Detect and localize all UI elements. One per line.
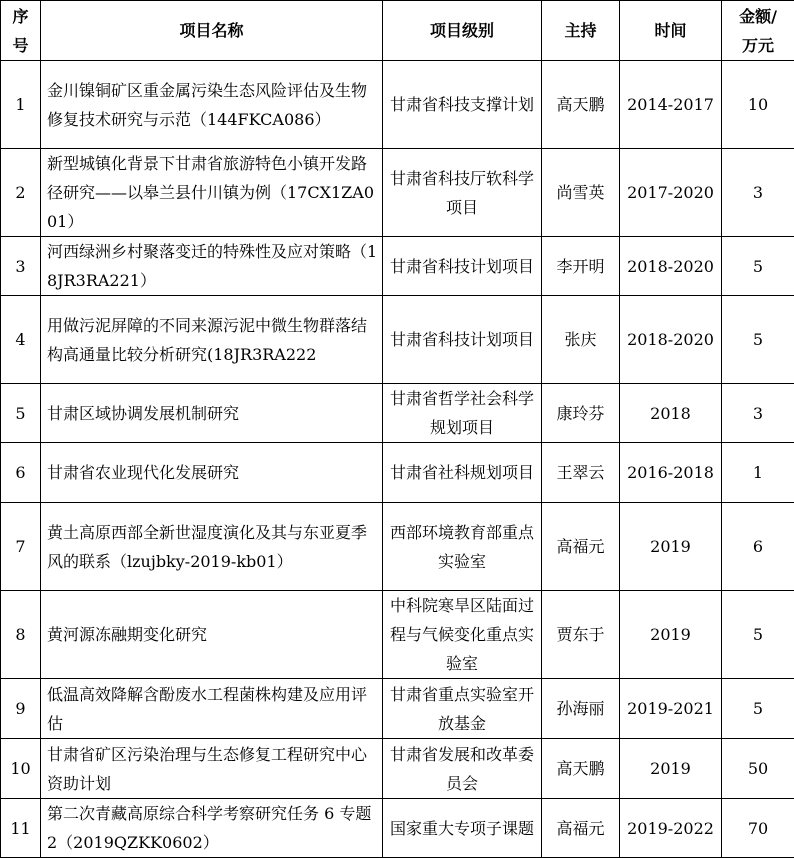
cell-host: 康玲芬 bbox=[542, 384, 620, 443]
cell-level: 甘肃省科技厅软科学项目 bbox=[383, 149, 542, 237]
cell-host: 张庆 bbox=[542, 296, 620, 384]
cell-name: 低温高效降解含酚废水工程菌株构建及应用评估 bbox=[41, 679, 383, 739]
cell-name: 黄河源冻融期变化研究 bbox=[41, 591, 383, 679]
cell-host: 李开明 bbox=[542, 237, 620, 296]
table-row bbox=[1, 237, 794, 296]
cell-index: 11 bbox=[1, 799, 41, 858]
cell-amount: 5 bbox=[722, 679, 794, 739]
cell-name: 用做污泥屏障的不同来源污泥中微生物群落结构高通量比较分析研究(18JR3RA222 bbox=[41, 296, 383, 384]
cell-index: 10 bbox=[1, 739, 41, 799]
table-row bbox=[1, 591, 794, 679]
cell-amount: 3 bbox=[722, 384, 794, 443]
cell-time: 2018 bbox=[620, 384, 722, 443]
cell-time: 2019 bbox=[620, 739, 722, 799]
cell-name: 第二次青藏高原综合科学考察研究任务 6 专题 2（2019QZKK0602） bbox=[41, 799, 383, 858]
table-row bbox=[1, 384, 794, 443]
cell-level: 中科院寒旱区陆面过程与气候变化重点实验室 bbox=[383, 591, 542, 679]
cell-index: 2 bbox=[1, 149, 41, 237]
cell-name: 甘肃省农业现代化发展研究 bbox=[41, 443, 383, 503]
cell-host: 高福元 bbox=[542, 799, 620, 858]
cell-time: 2014-2017 bbox=[620, 61, 722, 149]
cell-level: 甘肃省科技计划项目 bbox=[383, 237, 542, 296]
cell-host: 贾东于 bbox=[542, 591, 620, 679]
cell-amount: 70 bbox=[722, 799, 794, 858]
cell-level: 甘肃省发展和改革委员会 bbox=[383, 739, 542, 799]
cell-index: 7 bbox=[1, 503, 41, 591]
cell-host: 王翠云 bbox=[542, 443, 620, 503]
header-level: 项目级别 bbox=[383, 1, 542, 61]
header-time: 时间 bbox=[620, 1, 722, 61]
cell-index: 4 bbox=[1, 296, 41, 384]
cell-index: 9 bbox=[1, 679, 41, 739]
cell-level: 国家重大专项子课题 bbox=[383, 799, 542, 858]
cell-amount: 3 bbox=[722, 149, 794, 237]
cell-amount: 5 bbox=[722, 237, 794, 296]
cell-name: 甘肃省矿区污染治理与生态修复工程研究中心资助计划 bbox=[41, 739, 383, 799]
cell-name: 甘肃区域协调发展机制研究 bbox=[41, 384, 383, 443]
header-row bbox=[1, 1, 794, 61]
cell-level: 甘肃省科技计划项目 bbox=[383, 296, 542, 384]
cell-level: 甘肃省科技支撑计划 bbox=[383, 61, 542, 149]
cell-name: 金川镍铜矿区重金属污染生态风险评估及生物修复技术研究与示范（144FKCA086） bbox=[41, 61, 383, 149]
cell-time: 2018-2020 bbox=[620, 296, 722, 384]
cell-host: 高天鹏 bbox=[542, 739, 620, 799]
cell-host: 高天鹏 bbox=[542, 61, 620, 149]
cell-level: 甘肃省哲学社会科学规划项目 bbox=[383, 384, 542, 443]
cell-index: 1 bbox=[1, 61, 41, 149]
header-amount: 金额/ 万元 bbox=[722, 1, 794, 61]
cell-time: 2019 bbox=[620, 591, 722, 679]
cell-index: 3 bbox=[1, 237, 41, 296]
cell-level: 甘肃省重点实验室开放基金 bbox=[383, 679, 542, 739]
cell-time: 2019-2021 bbox=[620, 679, 722, 739]
header-index: 序 号 bbox=[1, 1, 41, 61]
cell-host: 孙海丽 bbox=[542, 679, 620, 739]
cell-host: 高福元 bbox=[542, 503, 620, 591]
cell-name: 黄土高原西部全新世湿度演化及其与东亚夏季风的联系（lzujbky-2019-kb01） bbox=[41, 503, 383, 591]
cell-time: 2019-2022 bbox=[620, 799, 722, 858]
cell-level: 西部环境教育部重点实验室 bbox=[383, 503, 542, 591]
header-name: 项目名称 bbox=[41, 1, 383, 61]
cell-time: 2018-2020 bbox=[620, 237, 722, 296]
cell-amount: 10 bbox=[722, 61, 794, 149]
cell-time: 2016-2018 bbox=[620, 443, 722, 503]
cell-time: 2019 bbox=[620, 503, 722, 591]
table-row bbox=[1, 296, 794, 384]
cell-name: 新型城镇化背景下甘肃省旅游特色小镇开发路径研究——以皋兰县什川镇为例（17CX1ZA001） bbox=[41, 149, 383, 237]
cell-index: 5 bbox=[1, 384, 41, 443]
cell-time: 2017-2020 bbox=[620, 149, 722, 237]
table-row bbox=[1, 739, 794, 799]
cell-amount: 5 bbox=[722, 296, 794, 384]
table-row bbox=[1, 61, 794, 149]
table-row bbox=[1, 149, 794, 237]
table-row bbox=[1, 799, 794, 858]
cell-amount: 5 bbox=[722, 591, 794, 679]
cell-index: 6 bbox=[1, 443, 41, 503]
table-row bbox=[1, 503, 794, 591]
table-row bbox=[1, 679, 794, 739]
cell-index: 8 bbox=[1, 591, 41, 679]
cell-name: 河西绿洲乡村聚落变迁的特殊性及应对策略（18JR3RA221） bbox=[41, 237, 383, 296]
table-row bbox=[1, 443, 794, 503]
cell-level: 甘肃省社科规划项目 bbox=[383, 443, 542, 503]
cell-amount: 50 bbox=[722, 739, 794, 799]
cell-amount: 1 bbox=[722, 443, 794, 503]
cell-amount: 6 bbox=[722, 503, 794, 591]
header-host: 主持 bbox=[542, 1, 620, 61]
cell-host: 尚雪英 bbox=[542, 149, 620, 237]
